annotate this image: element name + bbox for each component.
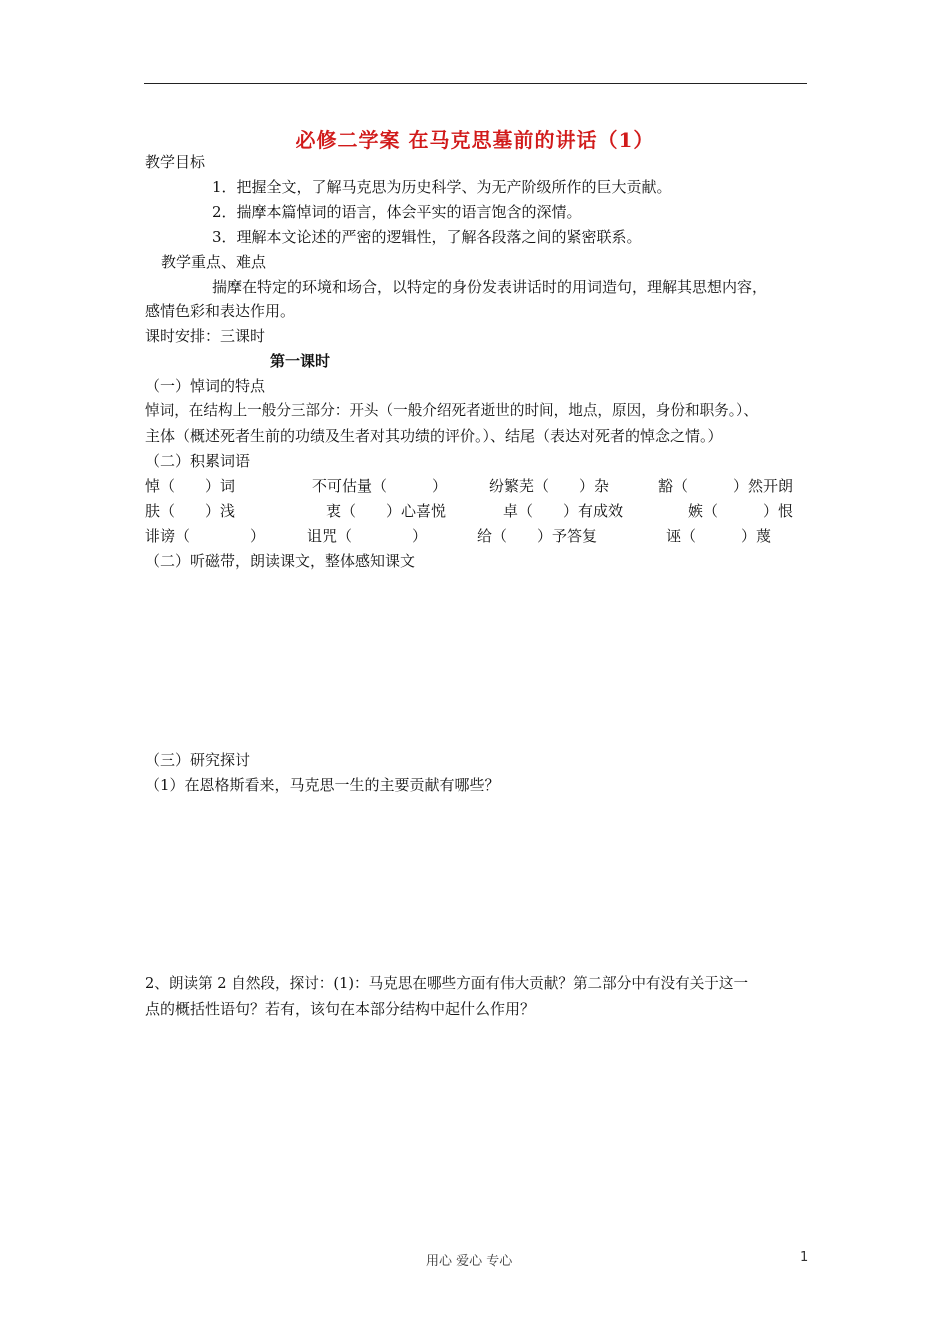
schedule-line: 课时安排：三课时	[145, 327, 266, 345]
page-number: 1	[800, 1250, 809, 1265]
vocab-item: 不可估量（ ）	[312, 477, 448, 495]
key-points-heading: 教学重点、难点	[161, 253, 267, 271]
vocab-item: 纷繁芜（ ）杂	[489, 477, 610, 495]
section1-line-2: 主体（概述死者生前的功绩及生者对其功绩的评价。）、结尾（表达对死者的悼念之情。）	[145, 427, 723, 445]
objectives-heading: 教学目标	[145, 153, 206, 171]
vocab-item: 卓（ ）有成效	[503, 502, 624, 520]
section2-heading: （二）积累词语	[145, 452, 251, 470]
objective-item-3: 3．理解本文论述的严密的逻辑性，了解各段落之间的紧密联系。	[212, 228, 642, 246]
question-1: （1）在恩格斯看来，马克思一生的主要贡献有哪些？	[145, 776, 500, 794]
section2b-heading: （二）听磁带，朗读课文，整体感知课文	[145, 552, 416, 570]
vocab-item: 衷（ ）心喜悦	[326, 502, 447, 520]
vocab-item: 豁（ ）然开朗	[658, 477, 794, 495]
document-title: 必修二学案 在马克思墓前的讲话（1）	[295, 128, 655, 152]
vocab-item: 肤（ ）浅	[145, 502, 236, 520]
lesson-heading: 第一课时	[270, 352, 331, 370]
vocab-item: 诽谤（ ）	[145, 527, 266, 545]
section1-line-1: 悼词，在结构上一般分三部分：开头（一般介绍死者逝世的时间，地点，原因，身份和职务。）、	[145, 402, 758, 419]
footer-motto: 用心 爱心 专心	[426, 1254, 513, 1269]
key-points-text-1: 揣摩在特定的环境和场合，以特定的身份发表讲话时的用词造句，理解其思想内容，	[212, 278, 768, 296]
vocab-item: 诅咒（ ）	[307, 527, 428, 545]
vocab-item: 嫉（ ）恨	[688, 502, 794, 520]
vocab-item: 给（ ）予答复	[477, 527, 598, 545]
question-2-line-2: 点的概括性语句？若有，该句在本部分结构中起什么作用？	[145, 1000, 536, 1018]
section3-heading: （三）研究探讨	[145, 751, 251, 769]
objective-item-1: 1．把握全文，了解马克思为历史科学、为无产阶级所作的巨大贡献。	[212, 178, 672, 196]
objective-item-2: 2．揣摩本篇悼词的语言，体会平实的语言饱含的深情。	[212, 203, 582, 221]
header-rule	[144, 83, 807, 84]
key-points-text-2: 感情色彩和表达作用。	[145, 302, 296, 320]
section1-heading: （一）悼词的特点	[145, 377, 266, 395]
question-2-line-1: 2、朗读第 2 自然段，探讨：(1)：马克思在哪些方面有伟大贡献？第二部分中有没有关于这一	[145, 975, 749, 992]
vocab-item: 悼（ ）词	[145, 477, 236, 495]
vocab-item: 诬（ ）蔑	[666, 527, 772, 545]
